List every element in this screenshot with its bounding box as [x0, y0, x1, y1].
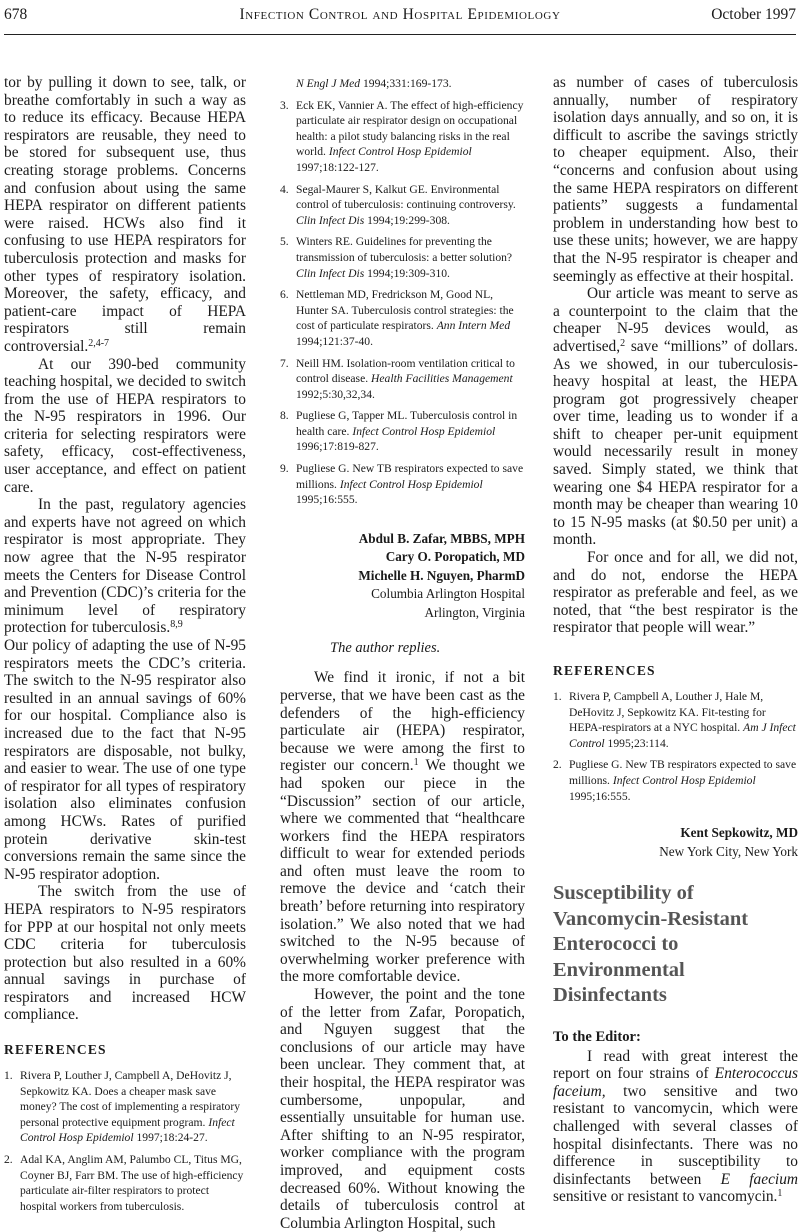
- author-name: Kent Sepkowitz, MD: [680, 825, 798, 841]
- reference-list: [280, 76, 525, 508]
- letter-signature: [280, 530, 525, 623]
- reference-item: 2. Pugliese G. New TB respirators expected to save millions. Infect Control Hosp Epidemiol 1995;16:555.: [553, 758, 797, 803]
- reference-item: 3. Eck EK, Vannier A. The effect of high-efficiency particulate air respirator design on occupational health: a pilot study balancing risks in the real world. Infect Control Hosp Epidemiol 1997;18:122-127.: [280, 98, 524, 174]
- reference-item: 8. Pugliese G, Tapper ML. Tuberculosis control in health care. Infect Control Hosp Epidemiol 1996;17:819-827.: [280, 409, 518, 454]
- reference-item: 6. Nettleman MD, Fredrickson M, Good NL, Hunter SA. Tuberculosis control strategies: the cost of particulate respirators. Ann Intern Med 1994;121:37-40.: [280, 288, 514, 348]
- paragraph: In the past, regulatory agencies and experts have not agreed on which respirator is most appropriate. They now agree that the N-95 respirator meets the Centers for Disease Control and Prevention (CDC)’s criteria for the minimum level of respiratory protection for tuberculosis.$^{8,9}$: [4, 496, 246, 637]
- article-title: Susceptibility of Vancomycin-Resistant Enterococci to Environmental Disinfectants: [553, 882, 749, 1007]
- reference-item: 2. Adal KA, Anglim AM, Palumbo CL, Titus MG, Coyner BJ, Farr BM. The use of high-efficiency particulate air-filter respirators to protect hospital workers from tuberculosis.: [4, 1153, 244, 1213]
- reference-item: 1. Rivera P, Louther J, Campbell A, DeHovitz J, Sepkowitz KA. Does a cheaper mask save money? The cost of implementing a respiratory personal protective equipment program. Infect Control Hosp Epidemiol 1997;18:24-27.: [4, 1069, 241, 1145]
- issue-date: October 1997: [711, 6, 796, 23]
- running-header: [4, 6, 796, 26]
- paragraph: as number of cases of tuberculosis annually, number of respiratory isolation days annually, and so on, it is difficult to ascribe the savings strictly to cheaper equipment. Also, their “concerns and confusion about using the same HEPA respirators on different patients” suggests a fundamental problem in understanding how best to use these units; however, we are happy that the N-95 respirator is cheaper and seemingly as effective at their hospital.: [553, 74, 798, 285]
- paragraph: We find it ironic, if not a bit perverse, that we have been cast as the defenders of the high-efficiency particulate air (HEPA) respirator, because we were among the first to register our concern.$^1$ We thought we had spoken our piece in the “Discussion” section of our article, where we commented that “healthcare workers find the HEPA respirators difficult to wear for extended periods and often must leave the room to remove the device and ‘catch their breath’ before returning into respiratory isolation.” We also noted that we had switched to the N-95 because of overwhelming worker preference with the more comfortable device.: [280, 669, 525, 986]
- author-location: Arlington, Virginia: [424, 604, 525, 620]
- paragraph: Our policy of adapting the use of N-95 respirators meets the CDC’s criteria. The switch to the N-95 respirator also resulted in an annual savings of 60% for our hospital. Compliance also is increased due to the fact that N-95 respirators are disposable, not bulky, and easier to wear. The use of one type of respirator for all types of respiratory isolation also eliminates confusion among HCWs. Rates of purified protein derivative skin-test conversions remain the same since the N-95 respirator adoption.: [4, 637, 246, 883]
- citation: 2: [620, 337, 626, 349]
- column-middle: [280, 76, 525, 1232]
- author-name: Cary O. Poropatich, MD: [385, 549, 525, 565]
- paragraph: However, the point and the tone of the letter from Zafar, Poropatich, and Nguyen suggest that the conclusions of our article may have been unclear. They comment that, at their hospital, the HEPA respirator was cumbersome, unpopular, and essentially unsuitable for human use. After shifting to an N-95 respirator, worker compliance with the program improved, and equipment costs decreased 60%. Without knowing the details of tuberculosis control at Columbia Arlington Hospital, such: [280, 986, 525, 1232]
- author-name: Abdul B. Zafar, MBBS, MPH: [358, 530, 525, 546]
- journal-title: Infection Control and Hospital Epidemiology: [239, 6, 561, 23]
- citation: 1: [777, 1188, 783, 1200]
- reference-item: 1. Rivera P, Campbell A, Louther J, Hale M, DeHovitz J, Sepkowitz KA. Fit-testing for HEPA-respirators at a NYC hospital. Am J Infect Control 1995;23:114.: [553, 690, 796, 750]
- salutation: To the Editor:: [553, 1028, 641, 1045]
- author-affiliation: Columbia Arlington Hospital: [371, 586, 525, 602]
- citation: 2,4-7: [88, 337, 110, 349]
- paragraph: tor by pulling it down to see, talk, or breathe comfortably in such a way as to reduce its efficacy. Because HEPA respirators are reusable, they need to be stored for subsequent use, thus creating storage problems. Concerns and confusion about using the same HEPA respirator on different patients were raised. HCWs also find it confusing to use HEPA respirators for tuberculosis protection and masks for other types of respiratory isolation. Moreover, the safety, efficacy, and patient-care impact of HEPA respirators still remain controversial.$^{2,4-7}$: [4, 74, 246, 355]
- page-number: 678: [4, 6, 28, 23]
- column-right: [553, 74, 798, 1206]
- column-left: [4, 74, 246, 1220]
- references-heading: REFERENCES: [4, 1042, 107, 1058]
- citation: 1: [413, 757, 419, 769]
- author-location: New York City, New York: [659, 843, 798, 859]
- reference-item: 7. Neill HM. Isolation-room ventilation critical to control disease. Health Facilities Management 1992;5:30,32,34.: [280, 356, 515, 401]
- references-heading: REFERENCES: [553, 663, 656, 678]
- reference-item: 9. Pugliese G. New TB respirators expected to save millions. Infect Control Hosp Epidemiol 1995;16:555.: [280, 462, 524, 507]
- paragraph: For once and for all, we did not, and do not, endorse the HEPA respirator as preferable and feel, as we noted, that “the best respirator is the respirator that people will wear.”: [553, 549, 798, 637]
- reference-list: [4, 1068, 246, 1214]
- citation: 8,9: [170, 619, 183, 631]
- paragraph: At our 390-bed community teaching hospital, we decided to switch from the use of HEPA respirators to the N-95 respirators in 1996. Our criteria for selecting respirators were safety, efficacy, cost-effectiveness, user acceptance, and effect on patient care.: [4, 355, 246, 496]
- author-name: Michelle H. Nguyen, PharmD: [358, 567, 525, 583]
- reference-item-continued: N Engl J Med 1994;331:169-173.: [296, 77, 452, 90]
- author-replies-heading: The author replies.: [330, 640, 441, 657]
- reference-item: 5. Winters RE. Guidelines for preventing the transmission of tuberculosis: a better solution? Clin Infect Dis 1994;19:309-310.: [280, 235, 513, 280]
- paragraph: Our article was meant to serve as a counterpoint to the claim that the cheaper N-95 devices would, as advertised,$^2$ save “millions” of dollars. As we showed, in our tuberculosis-heavy hospital at least, the HEPA program got progressively cheaper over time, leading us to wonder if a shift to cheaper per-unit equipment would necessarily result in money saved. Simply stated, we think that wearing one $4 HEPA respirator for a month may be cheaper than wearing 10 to 15 N-95 masks (at $0.50 per unit) a month.: [553, 285, 798, 549]
- paragraph: The switch from the use of HEPA respirators to N-95 respirators for PPP at our hospital not only meets CDC criteria for tuberculosis protection but also resulted in a 60% annual savings in purchase of respirators and increased HCW compliance.: [4, 883, 246, 1024]
- reference-item: 4. Segal-Maurer S, Kalkut GE. Environmental control of tuberculosis: continuing controversy. Clin Infect Dis 1994;19:299-308.: [280, 182, 516, 227]
- paragraph: I read with great interest the report on four strains of Enterococcus faceium, two sensitive and two resistant to vancomycin, which were challenged with several classes of hospital disinfectants. There was no difference in susceptibility to disinfectants between E faecium sensitive or resistant to vancomycin.$^1$: [553, 1047, 798, 1206]
- reference-list: [553, 689, 798, 804]
- header-rule: [4, 34, 796, 35]
- letter-signature: [553, 824, 798, 861]
